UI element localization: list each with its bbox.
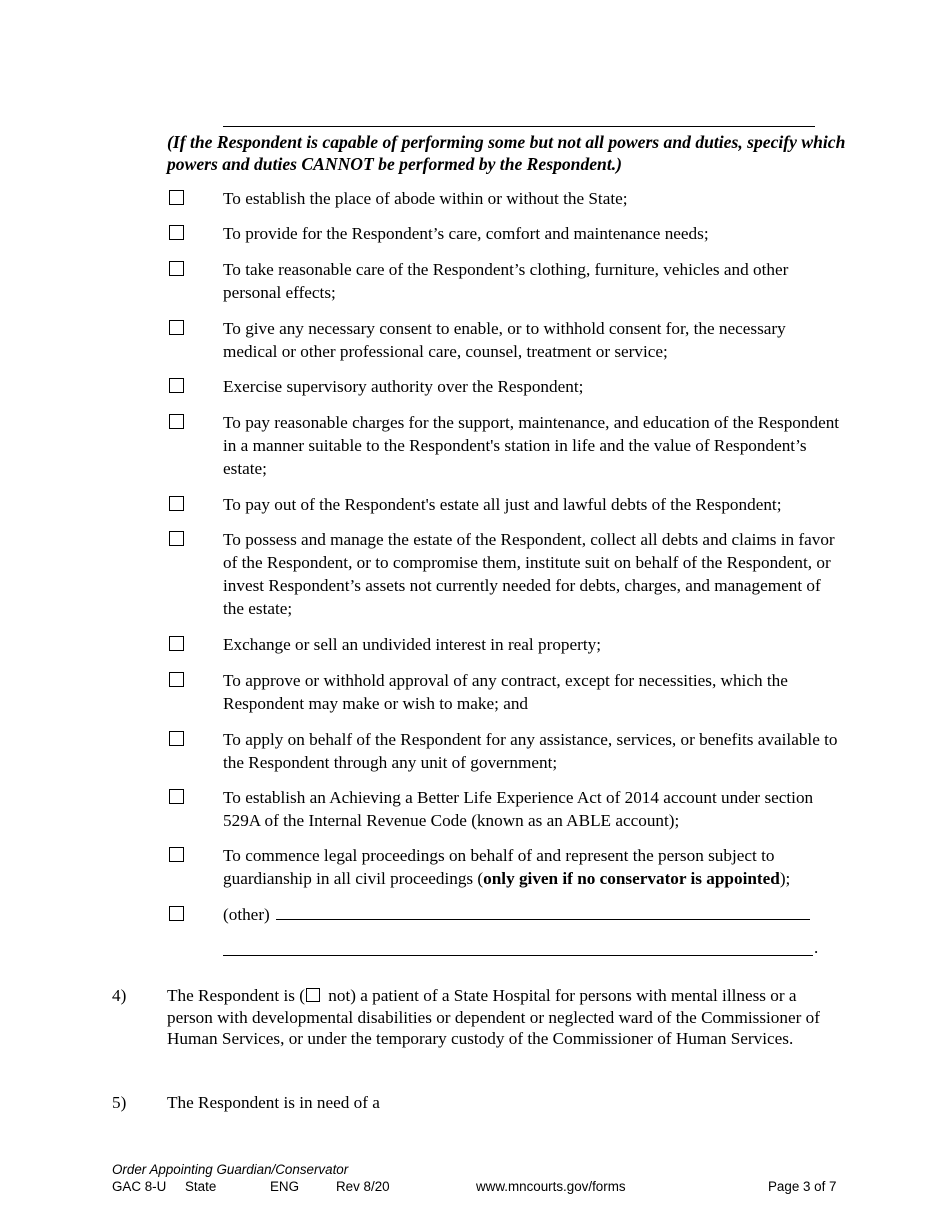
power-text bbox=[223, 844, 841, 890]
instruction-text: (If the Respondent is capable of performing some but not all powers and duties, specify which powers and duties CANNOT be performed by the Respondent.) bbox=[167, 132, 846, 174]
para4-after: not) a patient of a State Hospital for persons with mental illness or a person with developmental disabilities or dependent or neglected ward of the Commissioner of Human Services, or under the temporary custody of the Commissioner of Human Services. bbox=[167, 986, 820, 1048]
paragraph-4 bbox=[112, 985, 852, 1050]
power-text: To establish the place of abode within or without the State; bbox=[223, 189, 628, 208]
other-continuation-line[interactable] bbox=[223, 939, 813, 956]
paragraph-number: 5) bbox=[112, 1093, 127, 1112]
checkbox[interactable] bbox=[169, 190, 184, 205]
paragraph-body: The Respondent is in need of a bbox=[167, 1093, 380, 1112]
checkbox[interactable] bbox=[169, 847, 184, 862]
checkbox[interactable] bbox=[169, 378, 184, 393]
checkbox[interactable] bbox=[169, 531, 184, 546]
power-item bbox=[167, 528, 857, 620]
power-item bbox=[167, 222, 857, 245]
power-text: To pay reasonable charges for the support, maintenance, and education of the Respondent in a manner suitable to the Respondent's station in life and the value of Respondent’s estate; bbox=[223, 413, 840, 478]
power-item bbox=[167, 728, 857, 774]
checkbox[interactable] bbox=[169, 906, 184, 921]
power-text: To provide for the Respondent’s care, comfort and maintenance needs; bbox=[223, 224, 709, 243]
power-item bbox=[167, 844, 857, 890]
power-text: To approve or withhold approval of any contract, except for necessities, which the Respondent may make or wish to make; and bbox=[223, 671, 788, 713]
power-item bbox=[167, 493, 857, 516]
power-item bbox=[167, 633, 857, 656]
language: ENG bbox=[270, 1179, 300, 1194]
checkbox[interactable] bbox=[169, 496, 184, 511]
checkbox[interactable] bbox=[169, 636, 184, 651]
other-item bbox=[167, 903, 857, 926]
power-text: To give any necessary consent to enable, or to withhold consent for, the necessary medical or other professional care, counsel, treatment or service; bbox=[223, 319, 786, 361]
power-item bbox=[167, 786, 857, 832]
power-item bbox=[167, 375, 857, 398]
fill-in-line[interactable] bbox=[223, 110, 815, 127]
checkbox[interactable] bbox=[169, 672, 184, 687]
jurisdiction: State bbox=[185, 1179, 217, 1194]
power-text: To pay out of the Respondent's estate all just and lawful debts of the Respondent; bbox=[223, 495, 782, 514]
page-footer bbox=[112, 1161, 842, 1195]
other-fill-in-line[interactable] bbox=[276, 905, 810, 920]
power-text: To establish an Achieving a Better Life Experience Act of 2014 account under section 529A of the Internal Revenue Code (known as an ABLE account); bbox=[223, 788, 814, 830]
power-item bbox=[167, 317, 857, 363]
power-item bbox=[167, 258, 857, 304]
para4-before: The Respondent is ( bbox=[167, 986, 305, 1005]
power-text: Exchange or sell an undivided interest in real property; bbox=[223, 635, 601, 654]
form-title: Order Appointing Guardian/Conservator bbox=[112, 1162, 349, 1177]
checkbox[interactable] bbox=[169, 731, 184, 746]
other-label: (other) bbox=[223, 905, 270, 924]
checkbox[interactable] bbox=[169, 261, 184, 276]
other-period: . bbox=[814, 938, 819, 957]
paragraph-body bbox=[167, 985, 839, 1050]
power-text-start: To commence legal proceedings on behalf of and represent the person subject to guardianship in all civil proceedings ( bbox=[223, 846, 775, 888]
checkbox[interactable] bbox=[169, 414, 184, 429]
checkbox[interactable] bbox=[169, 320, 184, 335]
paragraph-number: 4) bbox=[112, 986, 127, 1005]
other-text bbox=[223, 903, 841, 926]
revision: Rev 8/20 bbox=[336, 1179, 390, 1194]
power-text: To possess and manage the estate of the Respondent, collect all debts and claims in favor of the Respondent, or to compromise them, institute suit on behalf of the Respondent, or invest Respondent’s assets not currently needed for debts, charges, and management of the estate; bbox=[223, 530, 835, 618]
power-item bbox=[167, 411, 857, 480]
power-text-end: ); bbox=[779, 869, 791, 888]
power-text: To take reasonable care of the Respondent’s clothing, furniture, vehicles and other personal effects; bbox=[223, 260, 789, 302]
form-code: GAC 8-U bbox=[112, 1179, 167, 1194]
power-item bbox=[167, 187, 857, 210]
paragraph-5 bbox=[112, 1092, 852, 1114]
checkbox[interactable] bbox=[169, 225, 184, 240]
page-number: Page 3 of 7 bbox=[768, 1179, 837, 1194]
power-text: To apply on behalf of the Respondent for any assistance, services, or benefits available to the Respondent through any unit of government; bbox=[223, 730, 838, 772]
power-item bbox=[167, 669, 857, 715]
not-checkbox[interactable] bbox=[306, 988, 320, 1002]
website-link[interactable]: www.mncourts.gov/forms bbox=[476, 1179, 626, 1194]
power-text: Exercise supervisory authority over the Respondent; bbox=[223, 377, 584, 396]
checkbox[interactable] bbox=[169, 789, 184, 804]
power-text-bold: only given if no conservator is appointed bbox=[483, 869, 780, 888]
